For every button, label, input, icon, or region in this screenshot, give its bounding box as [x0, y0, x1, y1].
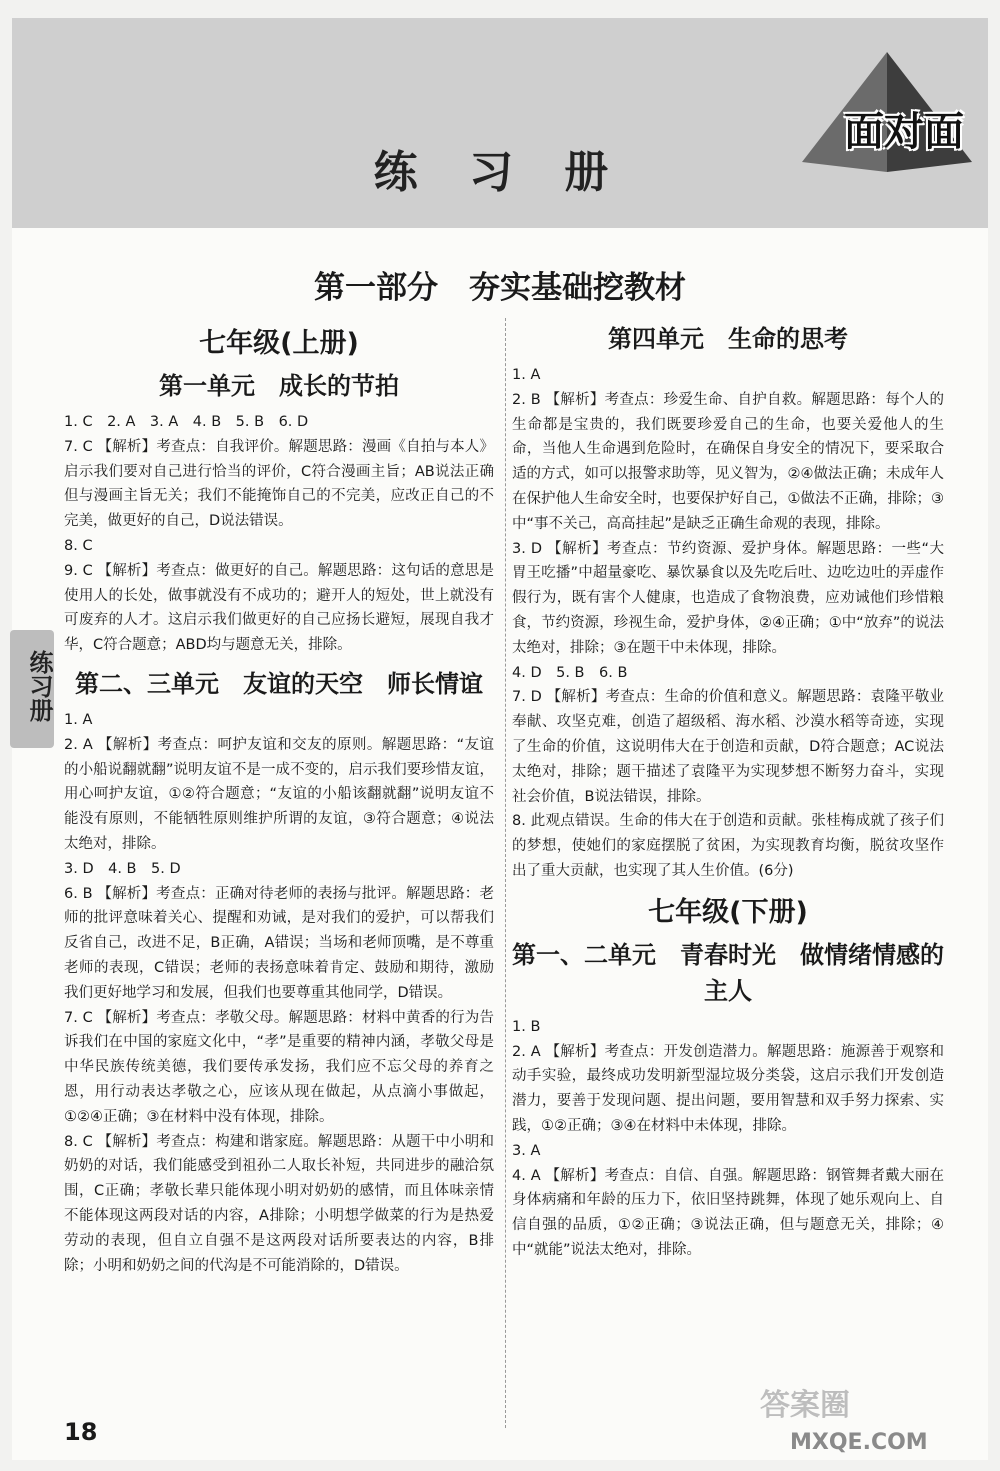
answer-item: 1. A: [512, 367, 541, 383]
answer-item: 2. A 【解析】考查点：呵护友谊和交友的原则。解题思路：“友谊的小船说翻就翻”说明友谊不是一成不变的，启示我们要珍惜友谊，用心呵护友谊，①②符合题意；“友谊的小船该翻就翻”说明友谊不能没有原则，不能牺牲原则维护所谓的友谊，③符合题意；④说法太绝对，排除。: [64, 736, 494, 852]
answer-item: 3. D 【解析】考查点：节约资源、爱护身体。解题思路：一些“大胃王吃播”中超量豪吃、暴饮暴食以及先吃后吐、边吃边吐的弄虚作假行为，既有害个人健康，也造成了食物浪费，应劝诫他们珍惜粮食，节约资源，珍视生命，爱护身体，②④正确；①中“放弃”的说法太绝对，排除；③在题干中未体现，排除。: [512, 540, 944, 656]
answer-item: 2. A 【解析】考查点：开发创造潜力。解题思路：施源善于观察和动手实验，最终成功发明新型湿垃圾分类袋，这启示我们开发创造潜力，要善于发现问题、提出问题，要用智慧和双手努力探索、实践，①②正确；③④在材料中未体现，排除。: [512, 1043, 944, 1134]
watermark-logo: 答案圈: [760, 1388, 850, 1423]
answer-item: 2. B 【解析】考查点：珍爱生命、自护自救。解题思路：每个人的生命都是宝贵的，我们既要珍爱自己的生命，也要关爱他人的生命，当他人生命遇到危险时，在确保自身安全的情况下，要采取合适的方式，如可以报警求助等，见义智为，②④做法正确；未成年人在保护他人生命安全时，也要保护好自己，①做法不正确，排除；③中“事不关己，高高挂起”是缺乏正确生命观的表现，排除。: [512, 391, 944, 532]
answer-item: 9. C 【解析】考查点：做更好的自己。解题思路：这句话的意思是使用人的长处，做事就没有不成功的；避开人的短处，世上就没有可废弃的人才。这启示我们做更好的自己应扬长避短，展现自我才华，C符合题意；ABD均与题意无关，排除。: [64, 562, 494, 654]
answer-item: 6. B 【解析】考查点：正确对待老师的表扬与批评。解题思路：老师的批评意味着关心、提醒和劝诫，是对我们的爱护，可以帮我们反省自己，改进不足，B正确，A错误；当场和老师顶嘴，是不尊重老师的表现，C错误；老师的表扬意味着肯定、鼓励和期待，激励我们更好地学习和发展，但我们也要尊重其他同学，D错误。: [64, 885, 494, 1001]
unit-heading: 第四单元 生命的思考: [608, 325, 848, 353]
watermark-url: MXQE.COM: [790, 1430, 928, 1455]
unit-heading: 第一、二单元 青春时光 做情绪情感的主人: [512, 940, 944, 1005]
answer-item: 8. C 【解析】考查点：构建和谐家庭。解题思路：从题干中小明和奶奶的对话，我们能感受到祖孙二人取长补短，共同进步的融洽氛围，C正确；孝敬长辈只能体现小明对奶奶的感情，而且体味亲情不能体现这两段对话的内容，A排除；小明想学做菜的行为是热爱劳动的表现，但自立自强不是这两段对话所要表达的内容，B排除；小明和奶奶之间的代沟是不可能消除的，D错误。: [64, 1133, 494, 1274]
page-number: 18: [64, 1418, 98, 1446]
answer-item: 3. A: [512, 1142, 541, 1159]
page-title: 练 习 册: [373, 147, 627, 198]
answer-item: 1. A: [64, 711, 93, 728]
grade-heading: 七年级(上册): [199, 328, 359, 359]
answer-item: 7. C 【解析】考查点：孝敬父母。解题思路：材料中黄香的行为告诉我们在中国的家庭文化中，“孝”是重要的精神内涵，孝敬父母是中华民族传统美德，我们要传承发扬，我们应不忘父母的养育之恩，用行动表达孝敬之心，应该从现在做起，从点滴小事做起，①②④正确；③在材料中没有体现，排除。: [64, 1009, 494, 1125]
answer-item: 1. C 2. A 3. A 4. B 5. B 6. D: [64, 414, 309, 430]
part-title: 第一部分 夯实基础挖教材: [314, 270, 686, 306]
grade-heading: 七年级(下册): [648, 896, 808, 928]
answer-item: 1. B: [512, 1018, 541, 1035]
side-tab-label: 练习册: [25, 650, 53, 722]
unit-heading: 第一单元 成长的节拍: [159, 372, 399, 400]
answer-item: 4. D 5. B 6. B: [512, 664, 628, 681]
column-divider: [505, 318, 506, 1428]
answer-item: 7. C 【解析】考查点：自我评价。解题思路：漫画《自拍与本人》启示我们要对自己进行恰当的评价，C符合漫画主旨；AB说法正确但与漫画主旨无关；我们不能掩饰自己的不完美，应改正自己的不完美，做更好的自己，D说法错误。: [64, 438, 494, 530]
right-column: [512, 315, 944, 1263]
answer-item: 3. D 4. B 5. D: [64, 860, 181, 877]
brand-logo-text: 面对面: [844, 109, 964, 155]
left-column: [64, 315, 494, 1278]
answer-item: 7. D 【解析】考查点：生命的价值和意义。解题思路：袁隆平敬业奉献、攻坚克难，创造了超级稻、海水稻、沙漠水稻等奇迹，实现了生命的价值，这说明伟大在于创造和贡献，D符合题意；AC说法太绝对，排除；题干描述了袁隆平为实现梦想不断努力奋斗，实现社会价值，B说法错误，排除。: [512, 689, 944, 805]
unit-heading: 第二、三单元 友谊的天空 师长情谊: [75, 669, 483, 698]
answer-item: 4. A 【解析】考查点：自信、自强。解题思路：钢管舞者戴大丽在身体病痛和年龄的压力下，依旧坚持跳舞，体现了她乐观向上、自信自强的品质，①②正确；③说法正确，但与题意无关，排除；④中“就能”说法太绝对，排除。: [512, 1167, 944, 1258]
answer-item: 8. C: [64, 537, 93, 554]
answer-item: 8. 此观点错误。生命的伟大在于创造和贡献。张桂梅成就了孩子们的梦想，使她们的家庭摆脱了贫困，为实现教育均衡，脱贫攻坚作出了重大贡献，也实现了其人生价值。(6分): [512, 813, 944, 879]
